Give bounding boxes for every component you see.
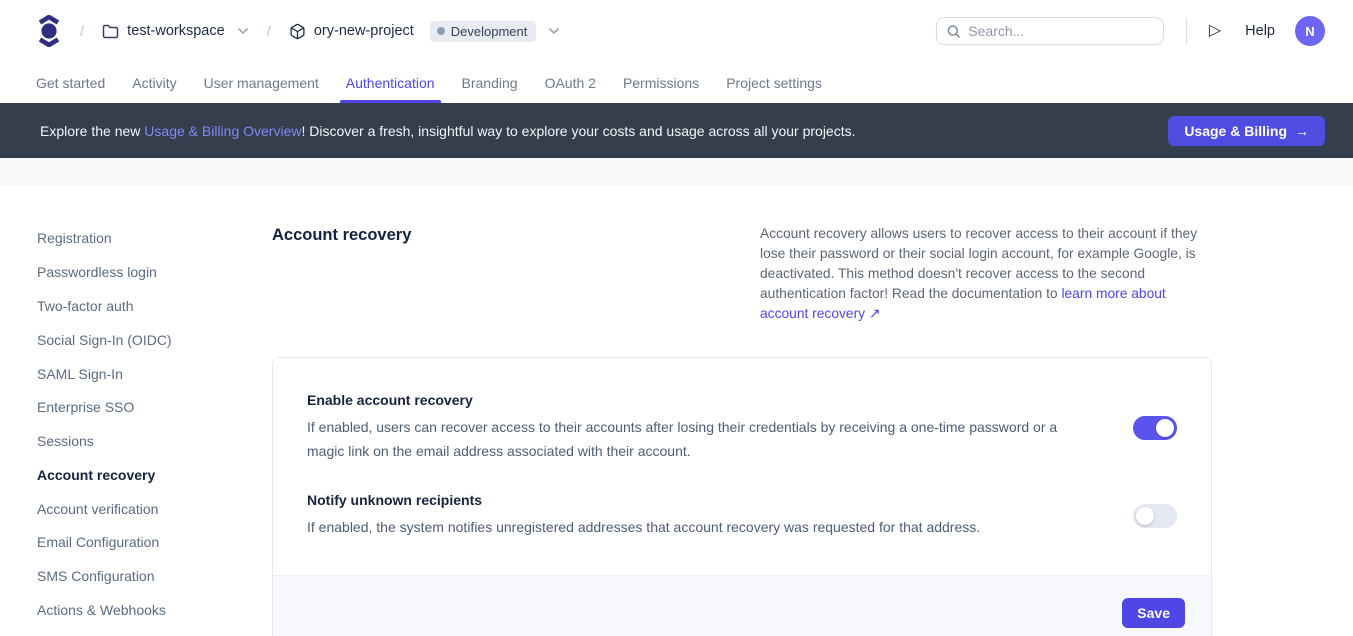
sidebar-item-account-verification[interactable]: Account verification (37, 500, 159, 517)
project-selector[interactable] (289, 21, 561, 42)
sidebar-item-account-recovery[interactable]: Account recovery (37, 466, 156, 483)
banner-text (40, 123, 856, 139)
setting-text (307, 392, 1093, 463)
sidebar-item-sessions[interactable]: Sessions (37, 433, 94, 450)
folder-icon (102, 24, 119, 39)
search-input[interactable] (968, 23, 1153, 39)
toggle-knob (1136, 507, 1154, 525)
sidebar-item-two-factor-auth[interactable]: Two-factor auth (37, 297, 134, 314)
sidebar-item-enterprise-sso[interactable]: Enterprise SSO (37, 399, 135, 416)
ory-logo-icon[interactable] (36, 15, 62, 47)
environment-dot-icon (437, 27, 445, 35)
sidebar-item-registration[interactable]: Registration (37, 230, 112, 247)
workspace-selector[interactable] (102, 23, 249, 39)
chevron-down-icon (237, 27, 249, 35)
section-description (760, 224, 1212, 324)
workspace-name: test-workspace (127, 23, 225, 39)
usage-billing-button[interactable] (1168, 116, 1325, 146)
banner-text-after: ! Discover a fresh, insightful way to explore your costs and usage across all your projects. (301, 122, 856, 139)
card-body (273, 358, 1211, 575)
tab-authentication[interactable]: Authentication (346, 62, 435, 103)
tab-oauth2[interactable]: OAuth 2 (544, 74, 596, 91)
sidebar-item-passwordless-login[interactable]: Passwordless login (37, 264, 157, 281)
breadcrumb-separator: / (266, 22, 271, 40)
toggle-knob (1156, 419, 1174, 437)
setting-title: Enable account recovery (307, 392, 473, 408)
tab-project-settings[interactable]: Project settings (726, 74, 822, 91)
setting-row-enable-account-recovery (307, 392, 1177, 463)
tab-branding[interactable]: Branding (461, 74, 518, 91)
tab-activity[interactable]: Activity (132, 74, 177, 91)
search-icon (947, 24, 960, 39)
sidebar-item-actions-webhooks[interactable]: Actions & Webhooks (37, 601, 166, 618)
external-link-icon: ↗ (868, 306, 881, 321)
notify-unknown-recipients-toggle[interactable] (1133, 504, 1177, 528)
usage-billing-banner (0, 103, 1353, 158)
setting-title: Notify unknown recipients (307, 492, 483, 508)
sidebar-item-social-sign-in[interactable]: Social Sign-In (OIDC) (37, 331, 172, 348)
project-name: ory-new-project (313, 23, 414, 39)
usage-billing-button-label: Usage & Billing (1184, 122, 1287, 139)
project-nav-tabs (0, 62, 1353, 103)
sidebar-item-sms-configuration[interactable]: SMS Configuration (37, 568, 155, 585)
play-icon[interactable]: ▷ (1208, 22, 1222, 39)
section-header (272, 224, 1212, 324)
tab-user-management[interactable]: User management (203, 74, 319, 91)
enable-account-recovery-toggle[interactable] (1133, 416, 1177, 440)
section-description-text: Account recovery allows users to recover access to their account if they lose their password or their social login account, for example Google, is deactivated. This method doesn't recover access to the second authentication factor! Read the documentation to (760, 226, 1198, 301)
environment-label: Development (450, 23, 528, 39)
learn-more-link-text: learn more about account recovery (760, 286, 1166, 321)
breadcrumb-separator: / (80, 22, 85, 40)
help-link[interactable]: Help (1245, 23, 1275, 39)
header-actions (936, 16, 1325, 46)
header-divider (1186, 18, 1187, 44)
top-header (0, 0, 1353, 62)
search-box[interactable] (936, 17, 1164, 45)
banner-link[interactable]: Usage & Billing Overview (144, 122, 302, 139)
avatar[interactable] (1295, 16, 1325, 46)
page-title: Account recovery (272, 226, 412, 244)
main-panel (272, 224, 1212, 636)
account-recovery-card (272, 357, 1212, 636)
banner-text-before: Explore the new (40, 122, 145, 139)
tab-permissions[interactable]: Permissions (622, 74, 700, 91)
authentication-sidebar (37, 224, 272, 636)
setting-description: If enabled, the system notifies unregistered addresses that account recovery was requested for that address. (307, 519, 981, 535)
arrow-right-icon: → (1295, 122, 1309, 139)
environment-badge (430, 21, 537, 42)
setting-row-notify-unknown-recipients (307, 492, 1177, 539)
sidebar-item-saml-sign-in[interactable]: SAML Sign-In (37, 365, 123, 382)
package-icon (289, 23, 306, 40)
avatar-initial: N (1305, 23, 1315, 39)
subheader-band (0, 158, 1353, 186)
chevron-down-icon (548, 27, 560, 35)
sidebar-item-email-configuration[interactable]: Email Configuration (37, 534, 160, 551)
card-footer (273, 575, 1211, 636)
tab-get-started[interactable]: Get started (36, 74, 106, 91)
setting-text (307, 492, 1093, 539)
content-area (0, 186, 1353, 636)
setting-description: If enabled, users can recover access to their accounts after losing their credentials by receiving a one-time password or a magic link on the email address associated with their account. (307, 419, 1058, 459)
save-button[interactable]: Save (1122, 598, 1185, 628)
